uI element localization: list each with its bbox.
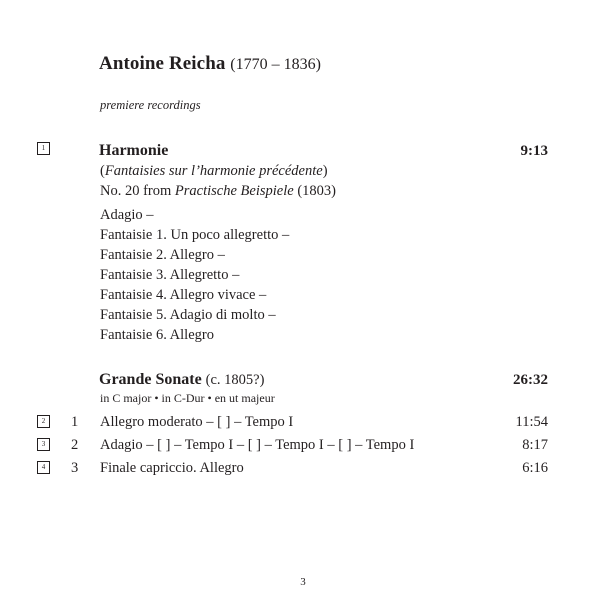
section-line: Fantaisie 6. Allegro: [100, 327, 214, 343]
page-number: 3: [300, 576, 306, 588]
section-line: Fantaisie 1. Un poco allegretto –: [100, 227, 290, 243]
section-line: Fantaisie 4. Allegro vivace –: [100, 287, 267, 303]
paren-open: (: [100, 163, 105, 179]
composer-heading: [99, 52, 321, 77]
work-duration-harmonie: 9:13: [520, 143, 548, 159]
source-prefix: No. 20 from: [100, 183, 175, 199]
section-line: Fantaisie 3. Allegretto –: [100, 267, 240, 283]
section-line: Fantaisie 2. Allegro –: [100, 247, 225, 263]
source-year: (1803): [293, 183, 336, 199]
track-number-box: 2: [37, 415, 50, 428]
movement-number: 1: [71, 414, 79, 430]
movement-duration: 6:16: [522, 460, 548, 476]
work-title-harmonie: Harmonie: [99, 142, 169, 159]
section-line: Fantaisie 5. Adagio di molto –: [100, 307, 276, 323]
track-number-box: 4: [37, 461, 50, 474]
alt-title-italic: Fantaisies sur l’harmonie précédente: [104, 163, 323, 179]
work-title-grande-sonate: [99, 370, 264, 390]
composer-name: Antoine Reicha: [99, 53, 226, 74]
movement-title: Adagio – [ ] – Tempo I – [ ] – Tempo I – [ ] – Tempo I: [100, 437, 415, 453]
work-title-note: (c. 1805?): [205, 372, 265, 388]
movement-duration: 11:54: [515, 414, 548, 430]
composer-dates: (1770 – 1836): [230, 56, 321, 73]
movement-number: 3: [71, 460, 79, 476]
work-key: in C major • in C-Dur • en ut majeur: [100, 391, 275, 405]
recordings-subtitle: premiere recordings: [100, 98, 201, 112]
paren-close: ): [322, 163, 328, 179]
movement-title: Finale capriccio. Allegro: [100, 460, 244, 476]
track-number-box: 1: [37, 142, 50, 155]
section-line: Adagio –: [100, 207, 154, 223]
movement-number: 2: [71, 437, 79, 453]
work-alt-title: [100, 161, 328, 181]
movement-title: Allegro moderato – [ ] – Tempo I: [100, 414, 294, 430]
work-title-text: Grande Sonate: [99, 371, 202, 388]
work-source: [100, 181, 336, 201]
source-title: Practische Beispiele: [174, 183, 294, 199]
movement-duration: 8:17: [522, 437, 548, 453]
track-number-box: 3: [37, 438, 50, 451]
work-duration-grande-sonate: 26:32: [513, 372, 548, 388]
